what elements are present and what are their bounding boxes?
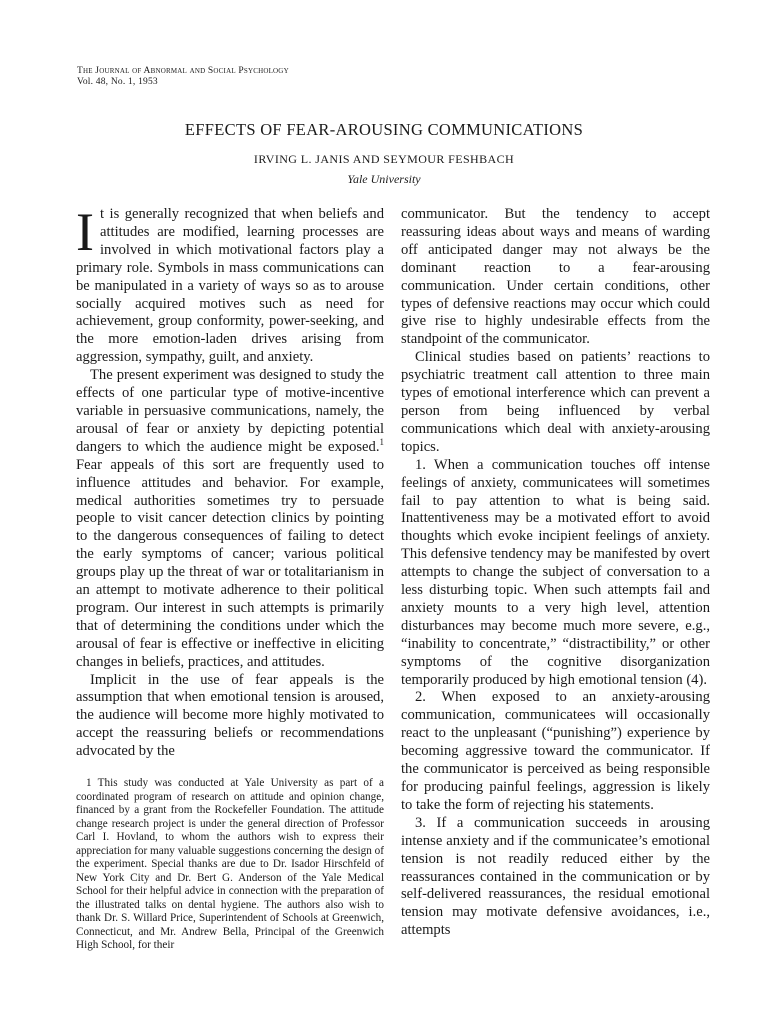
footnote-text: 1 This study was conducted at Yale University as part of a coordinated program of research on attitude and opinion change, financed by a grant from the Rockefeller Foundation. The attitude change research project is under the general direction of Professor Carl I. Hovland, to whom the authors wish to express their appreciation for many valuable suggestions concerning the design of the experiment. Special thanks are due to Dr. Isador Hirschfeld of New York City and Dr. Bert G. Anderson of the Yale Medical School for their helpful advice in connection with the preparation of the illustrated talks on dental hygiene. The authors also wish to thank Dr. S. Willard Price, Superintendent of Schools at Greenwich, Connecticut, and Mr. Andrew Bella, Principal of the Greenwich High School, for their	[76, 777, 384, 952]
intro-text: t is generally recognized that when beliefs and attitudes are modified, learning processes are involved in which motivational factors play a primary role. Symbols in mass communications can be manipulated in a variety of ways so as to arouse socially acquired motives such as need for achievement, group conformity, power-seeking, and the more emotion-laden drives arising from aggression, sympathy, guilt, and anxiety.	[76, 206, 384, 366]
right-column	[401, 206, 710, 940]
footnote	[76, 777, 384, 953]
paragraph-text: The present experiment was designed to study the effects of one particular type of motive-incentive variable in persuasive communications, namely, the arousal of fear or anxiety by depicting potential dangers to which the audience might be exposed.	[76, 367, 384, 455]
journal-name: The Journal of Abnormal and Social Psychology	[77, 66, 289, 76]
list-item: 1. When a communication touches off intense feelings of anxiety, communicatees will sometimes fail to pay attention to what is being said. Inattentiveness may be a motivated effort to avoid thoughts which evoke incipient feelings of anxiety. This defensive tendency may be manifested by overt attempts to change the subject of conversation to a less disturbing topic. When such attempts fail and anxiety mounts to a very high level, attention disturbances may become much more severe, e.g., “inability to concentrate,” “distractibility,” or other symptoms of the cognitive disorganization temporarily produced by high emotional tension (4).	[401, 456, 710, 688]
paragraph: Clinical studies based on patients’ reactions to psychiatric treatment call attention to three main types of emotional interference which can prevent a person from being influenced by verbal communications which deal with anxiety-arousing topics.	[401, 349, 710, 455]
footnote-marker: 1	[379, 436, 384, 447]
paragraph	[76, 367, 384, 671]
journal-header	[77, 66, 289, 88]
paragraph: communicator. But the tendency to accept reassuring ideas about ways and means of warding off anticipated danger may not always be the dominant reaction to a fear-arousing communication. Under certain conditions, other types of defensive reactions may occur which could give rise to highly undesirable effects from the standpoint of the communicator.	[401, 206, 710, 348]
list-item: 2. When exposed to an anxiety-arousing communication, communicatees will occasionally react to the unpleasant (“punishing”) experience by becoming aggressive toward the communicator. If the communicator is perceived as being responsible for producing painful feelings, aggression is likely to take the form of rejecting his statements.	[401, 689, 710, 813]
list-item: 3. If a communication succeeds in arousing intense anxiety and if the communicatee’s emotional tension is not readily reduced either by the reassurances contained in the communication or by self-delivered reassurances, the residual emotional tension may motivate defensive avoidances, i.e., attempts	[401, 814, 710, 939]
intro-paragraph	[76, 202, 384, 367]
drop-cap: I	[76, 202, 94, 262]
article-affiliation: Yale University	[347, 172, 421, 186]
journal-volume: Vol. 48, No. 1, 1953	[77, 77, 158, 87]
article-authors: IRVING L. JANIS AND SEYMOUR FESHBACH	[253, 152, 515, 166]
article-title: EFFECTS OF FEAR-AROUSING COMMUNICATIONS	[184, 120, 584, 139]
left-column	[76, 202, 384, 953]
paragraph: Implicit in the use of fear appeals is the assumption that when emotional tension is aroused, the audience will become more highly motivated to accept the reassuring beliefs or recommendations advocated by the	[76, 671, 384, 760]
paragraph-text: Fear appeals of this sort are frequently used to influence attitudes and behavior. For example, medical authorities sometimes try to persuade people to visit cancer detection clinics by pointing to the dangerous consequences of failing to detect the early symptoms of cancer; various political groups play up the threat of war or totalitarianism in an attempt to motivate adherence to their political program. Our interest in such attempts is primarily that of determining the conditions under which the arousal of fear is effective or ineffective in eliciting changes in beliefs, practices, and attitudes.	[76, 456, 384, 670]
